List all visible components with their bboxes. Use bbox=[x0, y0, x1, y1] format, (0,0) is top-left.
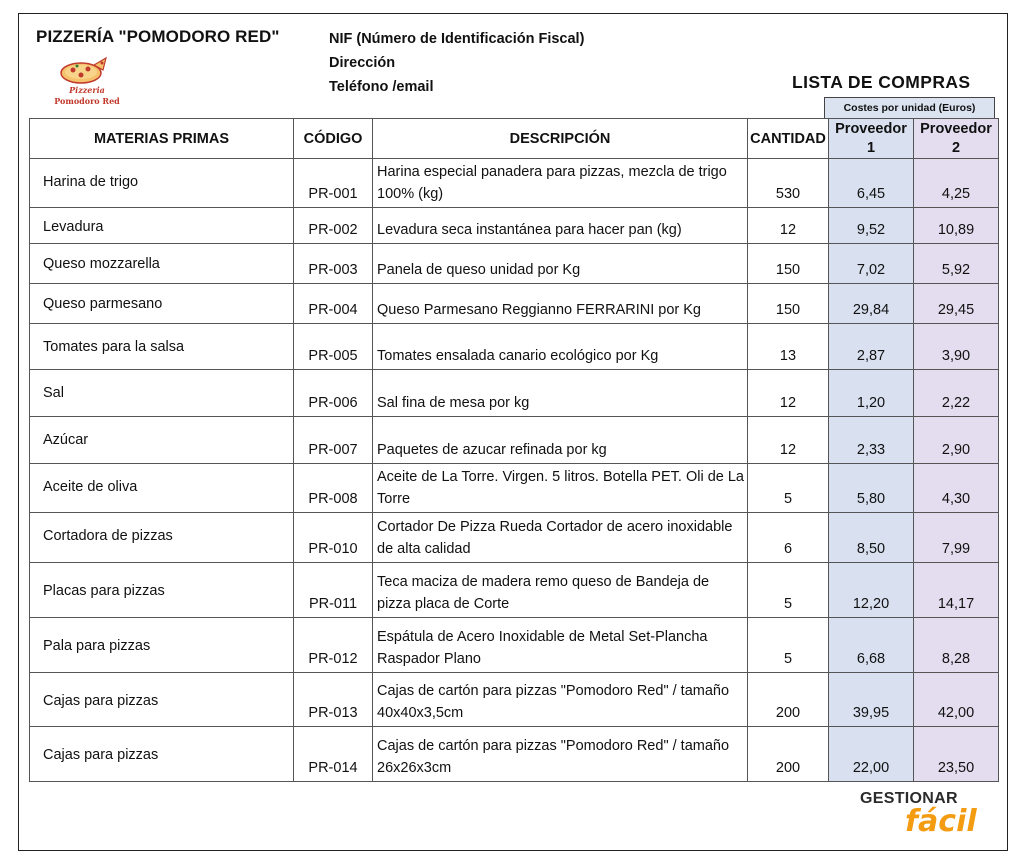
cell-descripcion: Levadura seca instantánea para hacer pan (kg) bbox=[373, 208, 748, 244]
table-row bbox=[30, 159, 999, 208]
cell-cantidad: 12 bbox=[748, 417, 829, 464]
cell-cantidad: 12 bbox=[748, 208, 829, 244]
table-row bbox=[30, 673, 999, 727]
cell-materia: Cajas para pizzas bbox=[30, 727, 294, 782]
cell-codigo: PR-010 bbox=[294, 513, 373, 563]
cell-proveedor-2: 14,17 bbox=[914, 563, 999, 618]
proveedor-2-number: 2 bbox=[951, 139, 961, 156]
facil-logo-text: fácil bbox=[905, 804, 977, 839]
cell-materia: Harina de trigo bbox=[30, 159, 294, 208]
cell-proveedor-1: 22,00 bbox=[829, 727, 914, 782]
cell-cantidad: 12 bbox=[748, 370, 829, 417]
cell-proveedor-2: 2,90 bbox=[914, 417, 999, 464]
cell-proveedor-2: 3,90 bbox=[914, 324, 999, 370]
cell-codigo: PR-005 bbox=[294, 324, 373, 370]
cell-cantidad: 5 bbox=[748, 464, 829, 513]
cell-cantidad: 150 bbox=[748, 244, 829, 284]
cell-codigo: PR-011 bbox=[294, 563, 373, 618]
proveedor-2-label: Proveedor bbox=[920, 120, 992, 137]
cell-descripcion: Cortador De Pizza Rueda Cortador de acero inoxidable de alta calidad bbox=[373, 513, 748, 563]
cell-proveedor-2: 23,50 bbox=[914, 727, 999, 782]
cell-proveedor-2: 42,00 bbox=[914, 673, 999, 727]
gestionar-facil-logo-text: GESTIONAR bbox=[860, 790, 958, 807]
cell-codigo: PR-007 bbox=[294, 417, 373, 464]
cell-cantidad: 150 bbox=[748, 284, 829, 324]
cell-proveedor-1: 7,02 bbox=[829, 244, 914, 284]
table-row bbox=[30, 244, 999, 284]
cell-proveedor-1: 6,45 bbox=[829, 159, 914, 208]
cell-codigo: PR-001 bbox=[294, 159, 373, 208]
cell-materia: Queso mozzarella bbox=[30, 244, 294, 284]
logo-text-pomodoro-red: Pomodoro Red bbox=[54, 96, 120, 106]
cell-proveedor-2: 4,25 bbox=[914, 159, 999, 208]
cell-proveedor-1: 6,68 bbox=[829, 618, 914, 673]
cell-materia: Cortadora de pizzas bbox=[30, 513, 294, 563]
direccion-label: Dirección bbox=[329, 55, 396, 71]
brand-title: PIZZERÍA "POMODORO RED" bbox=[36, 27, 280, 46]
cell-proveedor-2: 5,92 bbox=[914, 244, 999, 284]
cell-descripcion: Aceite de La Torre. Virgen. 5 litros. Botella PET. Oli de La Torre bbox=[373, 464, 748, 513]
cell-proveedor-2: 29,45 bbox=[914, 284, 999, 324]
cell-proveedor-1: 2,33 bbox=[829, 417, 914, 464]
cell-descripcion: Queso Parmesano Reggianno FERRARINI por Kg bbox=[373, 284, 748, 324]
cell-materia: Azúcar bbox=[30, 417, 294, 464]
cell-codigo: PR-013 bbox=[294, 673, 373, 727]
column-header-cantidad: CANTIDAD bbox=[748, 119, 829, 159]
cell-materia: Aceite de oliva bbox=[30, 464, 294, 513]
table-row bbox=[30, 618, 999, 673]
cell-proveedor-2: 10,89 bbox=[914, 208, 999, 244]
table-row bbox=[30, 563, 999, 618]
table-header-row bbox=[30, 119, 999, 159]
cell-descripcion: Teca maciza de madera remo queso de Bandeja de pizza placa de Corte bbox=[373, 563, 748, 618]
table-row bbox=[30, 417, 999, 464]
table-row bbox=[30, 464, 999, 513]
table-row bbox=[30, 208, 999, 244]
cell-descripcion: Harina especial panadera para pizzas, mezcla de trigo 100% (kg) bbox=[373, 159, 748, 208]
table-row bbox=[30, 370, 999, 417]
cell-proveedor-1: 5,80 bbox=[829, 464, 914, 513]
cell-proveedor-1: 9,52 bbox=[829, 208, 914, 244]
cell-cantidad: 530 bbox=[748, 159, 829, 208]
proveedor-1-number: 1 bbox=[866, 139, 876, 156]
telefono-email-label: Teléfono /email bbox=[329, 79, 434, 95]
cell-proveedor-1: 2,87 bbox=[829, 324, 914, 370]
nif-label: NIF (Número de Identificación Fiscal) bbox=[329, 31, 585, 47]
logo-text-pizzeria: Pizzeria bbox=[69, 85, 105, 95]
cell-materia: Queso parmesano bbox=[30, 284, 294, 324]
proveedor-1-label: Proveedor bbox=[835, 120, 907, 137]
cell-cantidad: 5 bbox=[748, 563, 829, 618]
cell-materia: Levadura bbox=[30, 208, 294, 244]
cell-codigo: PR-012 bbox=[294, 618, 373, 673]
table-row bbox=[30, 324, 999, 370]
pizza-icon bbox=[48, 55, 126, 87]
cell-proveedor-1: 8,50 bbox=[829, 513, 914, 563]
cell-descripcion: Paquetes de azucar refinada por kg bbox=[373, 417, 748, 464]
cell-materia: Tomates para la salsa bbox=[30, 324, 294, 370]
cell-proveedor-2: 8,28 bbox=[914, 618, 999, 673]
cell-descripcion: Cajas de cartón para pizzas "Pomodoro Red" / tamaño 26x26x3cm bbox=[373, 727, 748, 782]
cell-descripcion: Sal fina de mesa por kg bbox=[373, 370, 748, 417]
list-title: LISTA DE COMPRAS bbox=[792, 72, 971, 92]
cell-proveedor-1: 1,20 bbox=[829, 370, 914, 417]
cell-codigo: PR-004 bbox=[294, 284, 373, 324]
cell-materia: Cajas para pizzas bbox=[30, 673, 294, 727]
cell-proveedor-2: 2,22 bbox=[914, 370, 999, 417]
cell-cantidad: 6 bbox=[748, 513, 829, 563]
column-header-proveedor-1 bbox=[829, 119, 914, 159]
cell-cantidad: 13 bbox=[748, 324, 829, 370]
table-row bbox=[30, 284, 999, 324]
cell-descripcion: Espátula de Acero Inoxidable de Metal Set-Plancha Raspador Plano bbox=[373, 618, 748, 673]
cell-codigo: PR-003 bbox=[294, 244, 373, 284]
costes-por-unidad-header: Costes por unidad (Euros) bbox=[824, 97, 995, 119]
cell-codigo: PR-002 bbox=[294, 208, 373, 244]
cell-proveedor-2: 4,30 bbox=[914, 464, 999, 513]
column-header-proveedor-2 bbox=[914, 119, 999, 159]
purchase-table bbox=[29, 118, 999, 782]
column-header-descripcion: DESCRIPCIÓN bbox=[373, 119, 748, 159]
column-header-materias: MATERIAS PRIMAS bbox=[30, 119, 294, 159]
cell-cantidad: 200 bbox=[748, 673, 829, 727]
cell-materia: Placas para pizzas bbox=[30, 563, 294, 618]
cell-descripcion: Tomates ensalada canario ecológico por Kg bbox=[373, 324, 748, 370]
cell-materia: Pala para pizzas bbox=[30, 618, 294, 673]
cell-proveedor-1: 39,95 bbox=[829, 673, 914, 727]
cell-proveedor-1: 29,84 bbox=[829, 284, 914, 324]
cell-codigo: PR-006 bbox=[294, 370, 373, 417]
cell-descripcion: Panela de queso unidad por Kg bbox=[373, 244, 748, 284]
table-row bbox=[30, 727, 999, 782]
column-header-codigo: CÓDIGO bbox=[294, 119, 373, 159]
cell-codigo: PR-014 bbox=[294, 727, 373, 782]
pizzeria-logo bbox=[48, 55, 126, 111]
cell-proveedor-1: 12,20 bbox=[829, 563, 914, 618]
table-row bbox=[30, 513, 999, 563]
cell-descripcion: Cajas de cartón para pizzas "Pomodoro Red" / tamaño 40x40x3,5cm bbox=[373, 673, 748, 727]
cell-cantidad: 5 bbox=[748, 618, 829, 673]
cell-proveedor-2: 7,99 bbox=[914, 513, 999, 563]
cell-codigo: PR-008 bbox=[294, 464, 373, 513]
cell-cantidad: 200 bbox=[748, 727, 829, 782]
cell-materia: Sal bbox=[30, 370, 294, 417]
